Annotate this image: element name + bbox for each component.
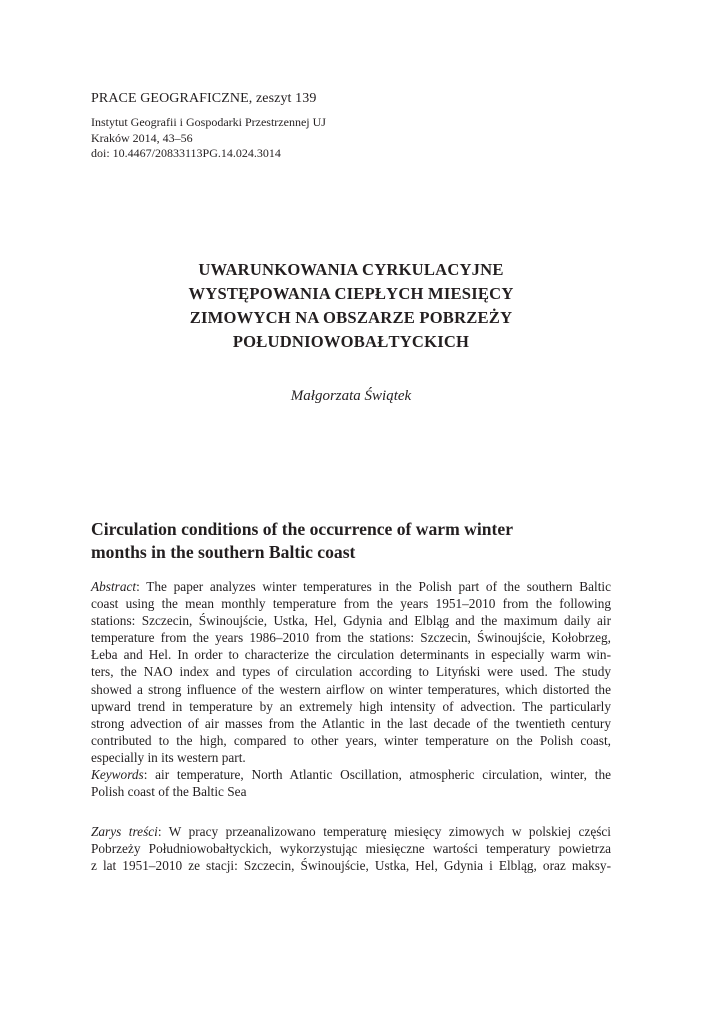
keywords-line: Polish coast of the Baltic Sea bbox=[91, 784, 247, 800]
institute-line: Instytut Geografii i Gospodarki Przestrzennej UJ bbox=[91, 115, 326, 129]
abstract-line: coast using the mean monthly temperature from the years 1951–2010 from the following bbox=[91, 596, 611, 612]
zarys-line bbox=[91, 823, 611, 840]
abstract-line: temperature from the years 1986–2010 from the stations: Szczecin, Świnoujście, Kołobrzeg, bbox=[91, 630, 611, 646]
polish-title-line: POŁUDNIOWOBAŁTYCKICH bbox=[232, 332, 470, 351]
polish-title-line: WYSTĘPOWANIA CIEPŁYCH MIESIĘCY bbox=[188, 284, 514, 303]
doi-line: doi: 10.4467/20833113PG.14.024.3014 bbox=[91, 146, 281, 160]
keywords-label: Keywords bbox=[91, 767, 144, 782]
english-title-line: months in the southern Baltic coast bbox=[91, 542, 356, 562]
keywords-first-line-text: : air temperature, North Atlantic Oscillation, atmospheric circulation, winter, the bbox=[143, 767, 611, 782]
journal-name: PRACE GEOGRAFICZNE, zeszyt 139 bbox=[91, 91, 317, 106]
zarys-tresci-paragraph bbox=[91, 823, 611, 874]
abstract-line: Łeba and Hel. In order to characterize the circulation determinants in especially warm win- bbox=[91, 647, 611, 663]
abstract-label: Abstract bbox=[91, 579, 137, 594]
place-pages-line: Kraków 2014, 43–56 bbox=[91, 130, 193, 145]
polish-title-line: UWARUNKOWANIA CYRKULACYJNE bbox=[198, 260, 504, 279]
abstract-line: upward trend in temperature by an extremely high intensity of advection. The particularly bbox=[91, 698, 611, 714]
zarys-line: Pobrzeży Południowobałtyckich, wykorzystując miesięczne wartości temperatury powietrza bbox=[91, 841, 611, 857]
zarys-label: Zarys treści bbox=[91, 824, 158, 839]
abstract-line: especially in its western part. bbox=[91, 749, 246, 765]
abstract-line: strong advection of air masses from the Atlantic in the last decade of the twentieth century bbox=[91, 715, 611, 731]
abstract-line: showed a strong influence of the western airflow on winter temperatures, which distorted the bbox=[91, 681, 611, 697]
abstract-line: stations: Szczecin, Świnoujście, Ustka, Hel, Gdynia and Elbląg and the maximum daily air bbox=[91, 613, 611, 629]
abstract-line bbox=[91, 578, 611, 595]
abstract-paragraph bbox=[91, 578, 611, 766]
abstract-line: ters, the NAO index and types of circulation according to Lityński were used. The study bbox=[91, 664, 611, 680]
abstract-first-line-text: : The paper analyzes winter temperatures in the Polish part of the southern Baltic bbox=[136, 579, 611, 594]
journal-header bbox=[91, 90, 611, 162]
zarys-first-line-text: : W pracy przeanalizowano temperaturę miesięcy zimowych w polskiej części bbox=[157, 824, 611, 839]
zarys-line: z lat 1951–2010 ze stacji: Szczecin, Świnoujście, Ustka, Hel, Gdynia i Elbląg, oraz maksy- bbox=[91, 858, 611, 874]
keywords-line bbox=[91, 766, 611, 783]
author-name: Małgorzata Świątek bbox=[290, 388, 412, 404]
abstract-line: contributed to the high, compared to other years, winter temperature on the Polish coast, bbox=[91, 732, 611, 748]
polish-title-line: ZIMOWYCH NA OBSZARZE POBRZEŻY bbox=[189, 308, 513, 327]
keywords-paragraph bbox=[91, 766, 611, 800]
polish-title bbox=[91, 258, 611, 354]
english-title-line: Circulation conditions of the occurrence of warm winter bbox=[91, 519, 514, 539]
english-title bbox=[91, 518, 611, 564]
